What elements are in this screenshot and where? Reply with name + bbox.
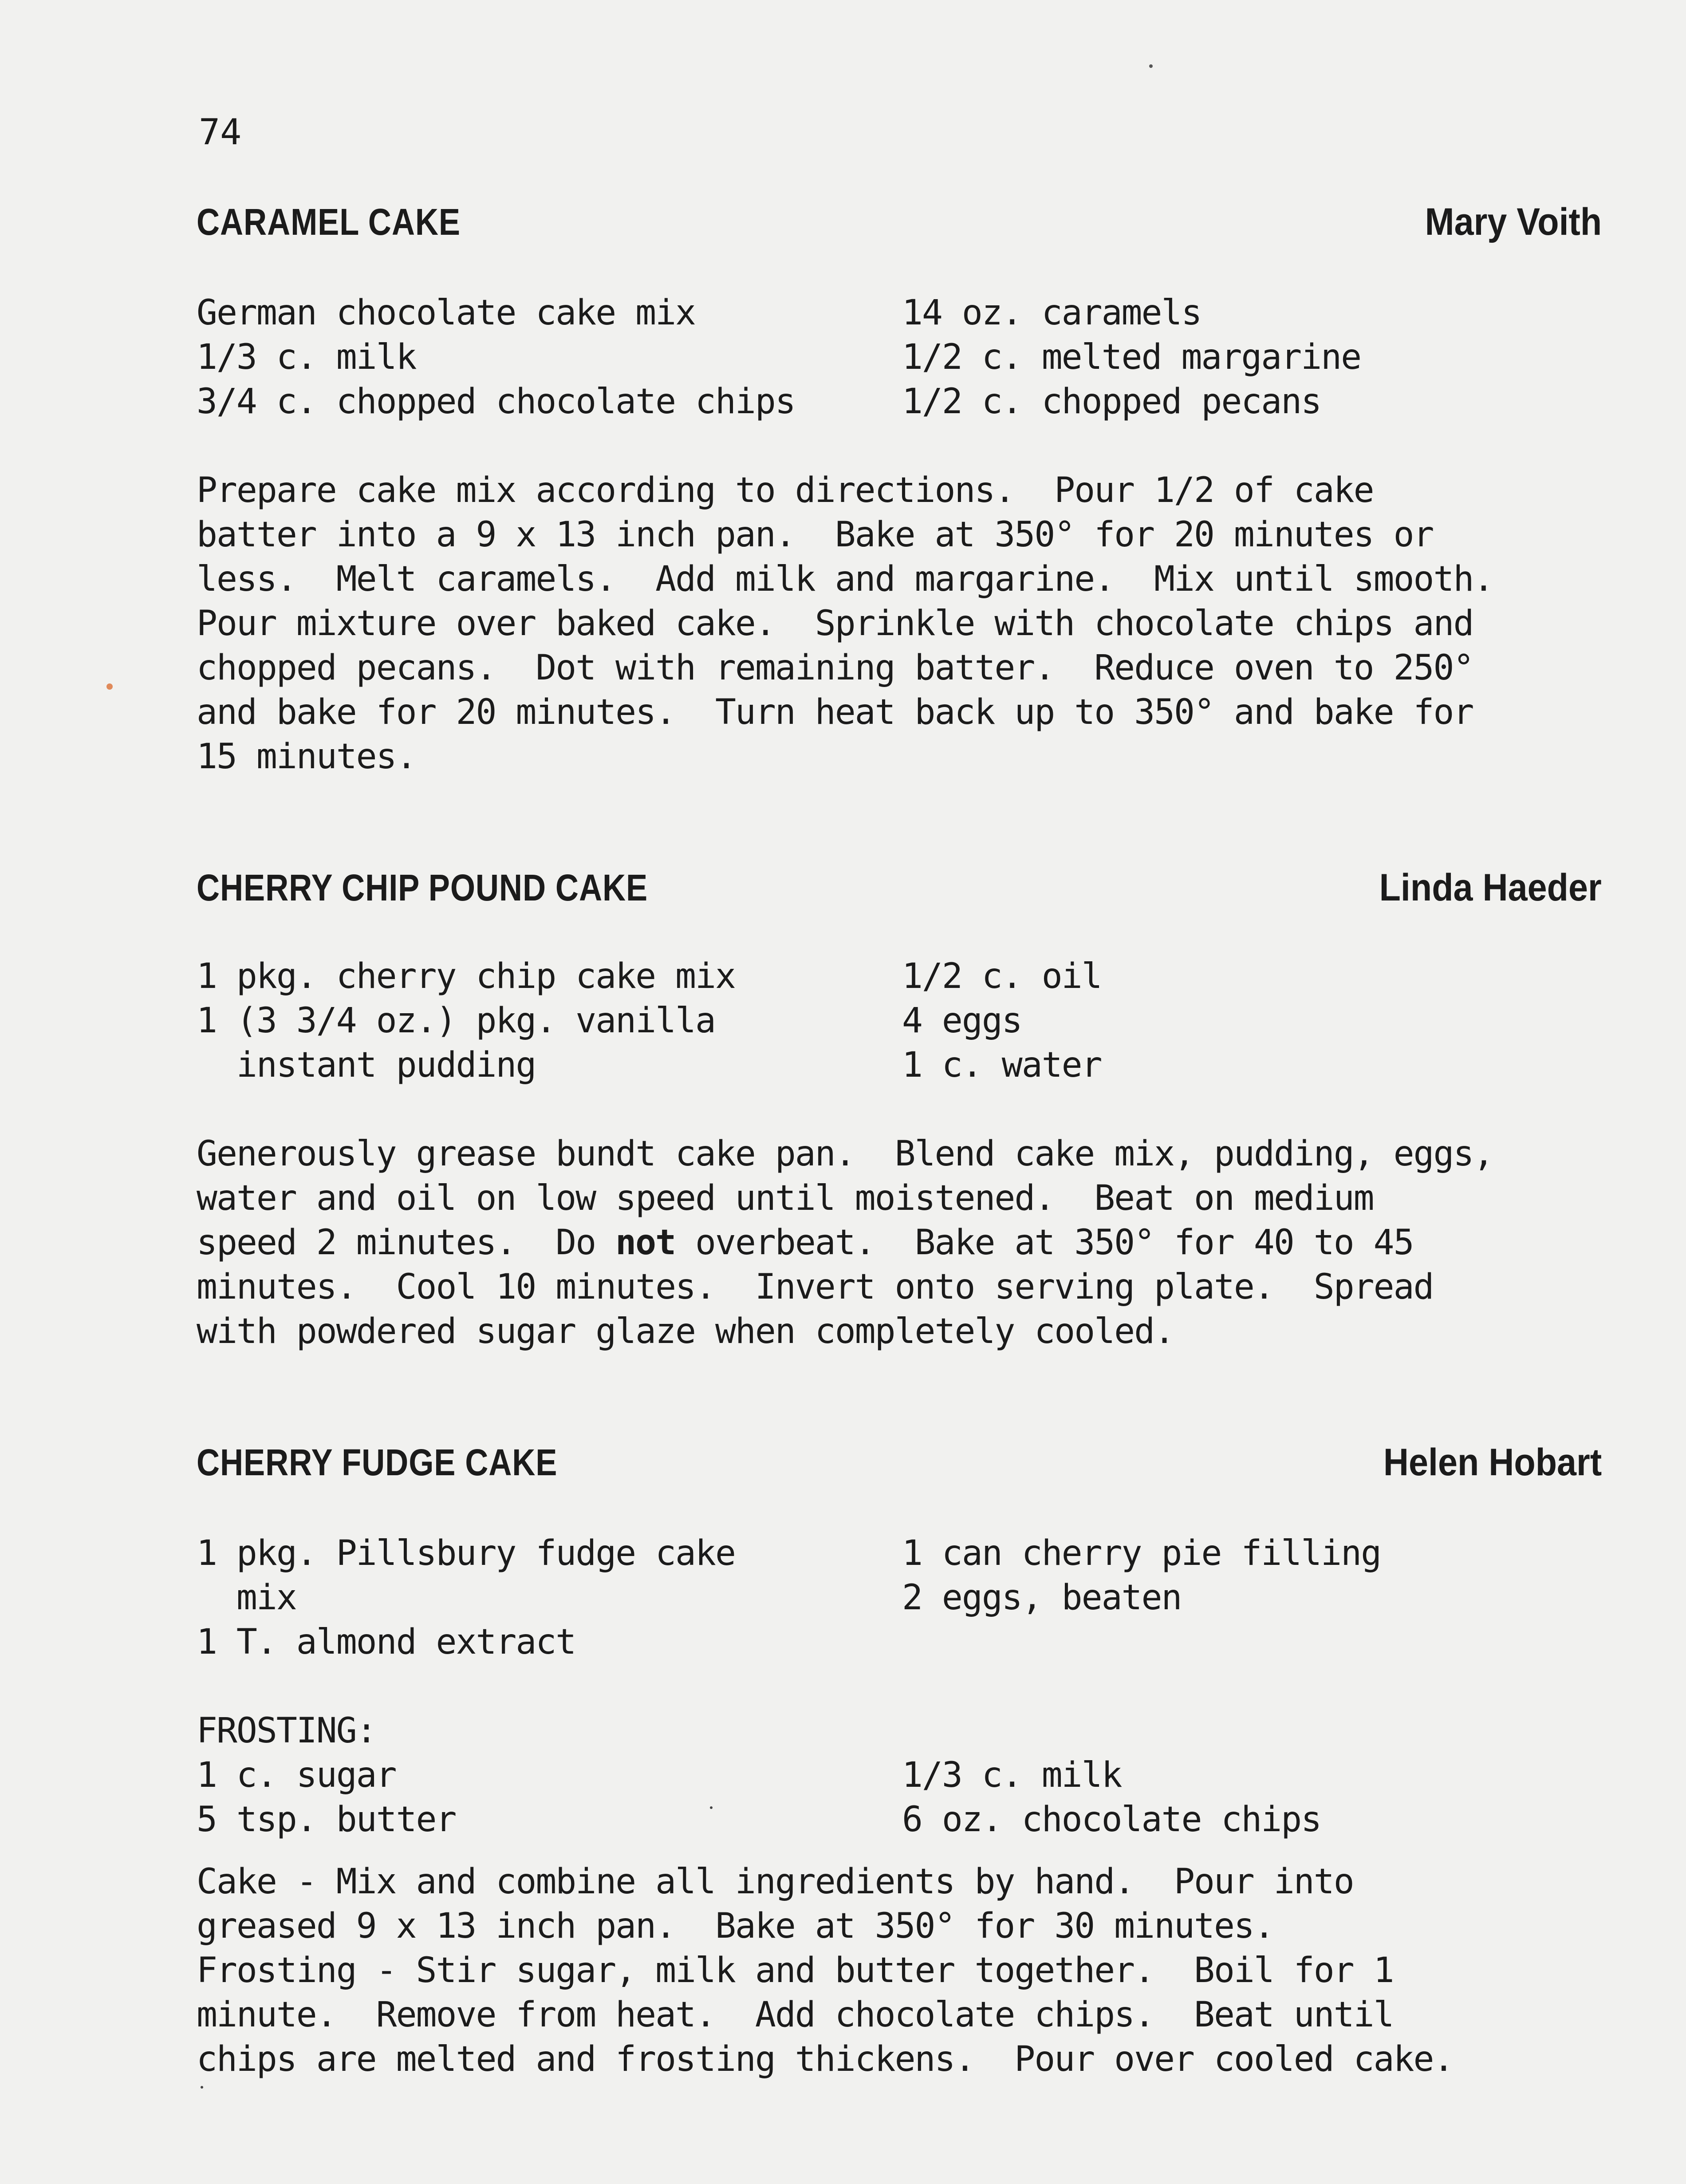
recipe-title-caramel-cake: CARAMEL CAKE: [197, 201, 461, 243]
ingredient-item: 1 (3 3/4 oz.) pkg. vanilla: [197, 1001, 715, 1041]
ingredient-item: mix: [197, 1578, 296, 1618]
ingredient-item: German chocolate cake mix: [197, 293, 695, 333]
recipe-title-cherry-fudge-cake: CHERRY FUDGE CAKE: [197, 1442, 558, 1483]
page-number: 74: [199, 111, 242, 153]
directions-line: water and oil on low speed until moistened. Beat on medium: [197, 1178, 1374, 1218]
directions-line: chips are melted and frosting thickens. Pour over cooled cake.: [197, 2039, 1454, 2079]
ingredient-item: 1/3 c. milk: [197, 337, 416, 377]
directions-line: chopped pecans. Dot with remaining batter. Reduce oven to 250°: [197, 648, 1473, 688]
directions-line: batter into a 9 x 13 inch pan. Bake at 350° for 20 minutes or: [197, 515, 1434, 555]
recipe-author-cherry-chip-pound-cake: Linda Haeder: [1379, 866, 1602, 909]
ingredient-item: 1/3 c. milk: [902, 1755, 1122, 1795]
paper-speck: [106, 683, 113, 690]
emphasis-not: not: [615, 1223, 676, 1263]
ingredient-item: 2 eggs, beaten: [902, 1578, 1182, 1618]
directions-line: less. Melt caramels. Add milk and margarine. Mix until smooth.: [197, 559, 1493, 599]
paper-speck: [1149, 64, 1153, 68]
directions-line: Frosting - Stir sugar, milk and butter together. Boil for 1: [197, 1951, 1394, 1990]
ingredient-item: 1 c. sugar: [197, 1755, 396, 1795]
directions-line: Prepare cake mix according to directions. Pour 1/2 of cake: [197, 470, 1374, 510]
directions-line: with powdered sugar glaze when completely cooled.: [197, 1311, 1174, 1351]
ingredient-item: 1 pkg. cherry chip cake mix: [197, 956, 735, 996]
frosting-label: FROSTING:: [197, 1711, 376, 1751]
directions-line: 15 minutes.: [197, 737, 416, 777]
directions-line: greased 9 x 13 inch pan. Bake at 350° for 30 minutes.: [197, 1906, 1274, 1946]
ingredient-item: 1/2 c. oil: [902, 956, 1102, 996]
directions-line: minute. Remove from heat. Add chocolate chips. Beat until: [197, 1995, 1394, 2035]
ingredient-item: instant pudding: [197, 1045, 536, 1085]
directions-line: Pour mixture over baked cake. Sprinkle with chocolate chips and: [197, 604, 1473, 644]
recipe-title-cherry-chip-pound-cake: CHERRY CHIP POUND CAKE: [197, 867, 648, 908]
paper-speck: [201, 2086, 203, 2089]
directions-line: Generously grease bundt cake pan. Blend cake mix, pudding, eggs,: [197, 1134, 1493, 1174]
paper-speck: [710, 1806, 713, 1809]
directions-text: overbeat. Bake at 350° for 40 to 45: [675, 1223, 1414, 1263]
recipe-directions-cherry-chip-pound-cake: [197, 1132, 1643, 1354]
ingredient-item: 1 pkg. Pillsbury fudge cake: [197, 1533, 735, 1573]
ingredient-item: 5 tsp. butter: [197, 1800, 456, 1840]
ingredient-item: 1/2 c. melted margarine: [902, 337, 1361, 377]
recipe-directions-caramel-cake: [197, 468, 1643, 779]
ingredient-item: 1 T. almond extract: [197, 1622, 576, 1662]
directions-line: [197, 1220, 1643, 1265]
recipe-directions-cherry-fudge-cake: [197, 1860, 1643, 2081]
directions-line: Cake - Mix and combine all ingredients by hand. Pour into: [197, 1862, 1354, 1902]
ingredient-item: 1/2 c. chopped pecans: [902, 382, 1321, 422]
recipe-author-caramel-cake: Mary Voith: [1425, 201, 1602, 243]
directions-line: minutes. Cool 10 minutes. Invert onto serving plate. Spread: [197, 1267, 1434, 1307]
ingredient-item: 1 can cherry pie filling: [902, 1533, 1381, 1573]
ingredient-item: 1 c. water: [902, 1045, 1102, 1085]
recipe-author-cherry-fudge-cake: Helen Hobart: [1383, 1441, 1602, 1484]
ingredient-item: 14 oz. caramels: [902, 293, 1201, 333]
ingredient-item: 4 eggs: [902, 1001, 1022, 1041]
directions-line: and bake for 20 minutes. Turn heat back up to 350° and bake for: [197, 692, 1473, 732]
ingredient-item: 6 oz. chocolate chips: [902, 1800, 1321, 1840]
ingredient-item: 3/4 c. chopped chocolate chips: [197, 382, 795, 422]
directions-text: speed 2 minutes. Do: [197, 1223, 616, 1263]
